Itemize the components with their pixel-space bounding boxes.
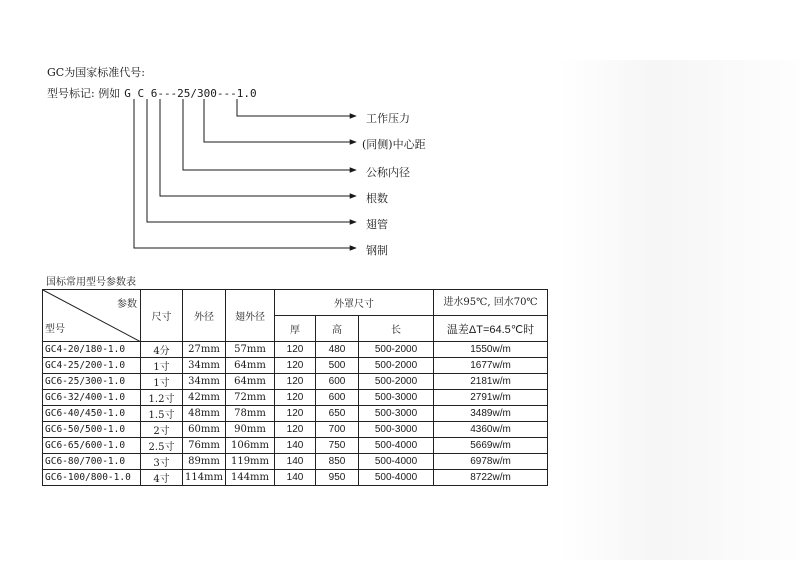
table-row bbox=[43, 342, 548, 358]
cell-thickness: 140 bbox=[275, 438, 316, 454]
model-code-example: G C 6---25/300---1.0 bbox=[124, 87, 257, 100]
table-row bbox=[43, 422, 548, 438]
cell-height: 480 bbox=[316, 342, 359, 358]
cell-fin-outer-diameter: 64mm bbox=[226, 358, 275, 374]
cell-size: 3寸 bbox=[141, 454, 183, 470]
cell-height: 600 bbox=[316, 374, 359, 390]
corner-model-label: 型号 bbox=[45, 324, 65, 335]
cell-heat-output: 4360w/m bbox=[434, 422, 548, 438]
cell-heat-output: 6978w/m bbox=[434, 454, 548, 470]
cell-height: 950 bbox=[316, 470, 359, 486]
cell-size: 1寸 bbox=[141, 358, 183, 374]
table-row bbox=[43, 438, 548, 454]
cell-size: 2寸 bbox=[141, 422, 183, 438]
header-thickness: 厚 bbox=[275, 316, 316, 342]
model-marking-label: 型号标记: 例如 bbox=[47, 87, 121, 100]
header-length: 长 bbox=[359, 316, 434, 342]
cell-heat-output: 1550w/m bbox=[434, 342, 548, 358]
cell-size: 1.2寸 bbox=[141, 390, 183, 406]
cell-outer-diameter: 89mm bbox=[183, 454, 226, 470]
cell-thickness: 140 bbox=[275, 454, 316, 470]
table-row bbox=[43, 454, 548, 470]
table-row bbox=[43, 406, 548, 422]
legend-fin-tube: 翅管 bbox=[366, 218, 388, 231]
leader-center-distance bbox=[204, 99, 356, 142]
cell-length: 500-2000 bbox=[359, 374, 434, 390]
cell-model: GC6-65/600-1.0 bbox=[43, 438, 141, 454]
cell-length: 500-3000 bbox=[359, 390, 434, 406]
cell-thickness: 120 bbox=[275, 342, 316, 358]
cell-outer-diameter: 34mm bbox=[183, 358, 226, 374]
cell-length: 500-3000 bbox=[359, 422, 434, 438]
cell-length: 500-4000 bbox=[359, 454, 434, 470]
cell-heat-output: 2791w/m bbox=[434, 390, 548, 406]
cell-size: 4分 bbox=[141, 342, 183, 358]
cell-thickness: 140 bbox=[275, 470, 316, 486]
cell-model: GC6-25/300-1.0 bbox=[43, 374, 141, 390]
parameter-table bbox=[42, 289, 548, 486]
header-condition-delta: 温差ΔT=64.5℃时 bbox=[434, 316, 548, 342]
cell-height: 850 bbox=[316, 454, 359, 470]
cell-fin-outer-diameter: 64mm bbox=[226, 374, 275, 390]
cell-height: 600 bbox=[316, 390, 359, 406]
cell-outer-diameter: 76mm bbox=[183, 438, 226, 454]
header-size: 尺寸 bbox=[141, 290, 183, 342]
cell-heat-output: 2181w/m bbox=[434, 374, 548, 390]
scan-shading bbox=[560, 60, 800, 560]
cell-thickness: 120 bbox=[275, 390, 316, 406]
cell-size: 1.5寸 bbox=[141, 406, 183, 422]
cell-fin-outer-diameter: 72mm bbox=[226, 390, 275, 406]
header-outer-diameter: 外径 bbox=[183, 290, 226, 342]
table-row bbox=[43, 390, 548, 406]
cell-outer-diameter: 27mm bbox=[183, 342, 226, 358]
cell-thickness: 120 bbox=[275, 406, 316, 422]
cell-height: 650 bbox=[316, 406, 359, 422]
legend-steel: 钢制 bbox=[366, 244, 388, 257]
cell-outer-diameter: 34mm bbox=[183, 374, 226, 390]
leader-nominal-diameter bbox=[183, 99, 356, 170]
cell-size: 4寸 bbox=[141, 470, 183, 486]
cell-heat-output: 1677w/m bbox=[434, 358, 548, 374]
cell-size: 2.5寸 bbox=[141, 438, 183, 454]
cell-thickness: 120 bbox=[275, 358, 316, 374]
cell-model: GC4-25/200-1.0 bbox=[43, 358, 141, 374]
leader-working-pressure bbox=[237, 99, 356, 116]
cell-model: GC4-20/180-1.0 bbox=[43, 342, 141, 358]
cell-length: 500-4000 bbox=[359, 438, 434, 454]
cell-model: GC6-32/400-1.0 bbox=[43, 390, 141, 406]
cell-fin-outer-diameter: 90mm bbox=[226, 422, 275, 438]
cell-model: GC6-50/500-1.0 bbox=[43, 422, 141, 438]
cell-fin-outer-diameter: 78mm bbox=[226, 406, 275, 422]
table-caption: 国标常用型号参数表 bbox=[46, 277, 136, 288]
table-header-row bbox=[43, 290, 548, 316]
cell-heat-output: 5669w/m bbox=[434, 438, 548, 454]
cell-height: 750 bbox=[316, 438, 359, 454]
gc-standard-note: GC为国家标准代号: bbox=[47, 66, 145, 79]
legend-nominal-diameter: 公称内径 bbox=[366, 166, 410, 179]
leader-steel bbox=[134, 99, 356, 248]
cell-outer-diameter: 48mm bbox=[183, 406, 226, 422]
cell-model: GC6-80/700-1.0 bbox=[43, 454, 141, 470]
cell-fin-outer-diameter: 106mm bbox=[226, 438, 275, 454]
table-row bbox=[43, 374, 548, 390]
cell-outer-diameter: 60mm bbox=[183, 422, 226, 438]
table-corner-cell bbox=[43, 290, 141, 342]
cell-model: GC6-40/450-1.0 bbox=[43, 406, 141, 422]
cell-height: 700 bbox=[316, 422, 359, 438]
leader-tube-count bbox=[160, 99, 356, 196]
table-row bbox=[43, 470, 548, 486]
cell-outer-diameter: 42mm bbox=[183, 390, 226, 406]
legend-tube-count: 根数 bbox=[366, 192, 388, 205]
cell-fin-outer-diameter: 144mm bbox=[226, 470, 275, 486]
cell-length: 500-2000 bbox=[359, 358, 434, 374]
cell-thickness: 120 bbox=[275, 374, 316, 390]
cell-thickness: 120 bbox=[275, 422, 316, 438]
cell-length: 500-2000 bbox=[359, 342, 434, 358]
header-cover-size: 外罩尺寸 bbox=[275, 290, 434, 316]
header-condition-water: 进水95℃, 回水70℃ bbox=[434, 290, 548, 316]
cell-length: 500-3000 bbox=[359, 406, 434, 422]
cell-height: 500 bbox=[316, 358, 359, 374]
cell-outer-diameter: 114mm bbox=[183, 470, 226, 486]
table-row bbox=[43, 358, 548, 374]
cell-fin-outer-diameter: 119mm bbox=[226, 454, 275, 470]
cell-heat-output: 3489w/m bbox=[434, 406, 548, 422]
corner-parameter-label: 参数 bbox=[117, 299, 137, 310]
cell-model: GC6-100/800-1.0 bbox=[43, 470, 141, 486]
cell-fin-outer-diameter: 57mm bbox=[226, 342, 275, 358]
header-height: 高 bbox=[316, 316, 359, 342]
legend-working-pressure: 工作压力 bbox=[366, 112, 410, 125]
legend-center-distance: (同侧)中心距 bbox=[362, 138, 426, 151]
cell-size: 1寸 bbox=[141, 374, 183, 390]
header-fin-outer-diameter: 翅外径 bbox=[226, 290, 275, 342]
model-marking-line bbox=[47, 85, 257, 101]
cell-heat-output: 8722w/m bbox=[434, 470, 548, 486]
cell-length: 500-4000 bbox=[359, 470, 434, 486]
leader-fin-tube bbox=[147, 99, 356, 222]
